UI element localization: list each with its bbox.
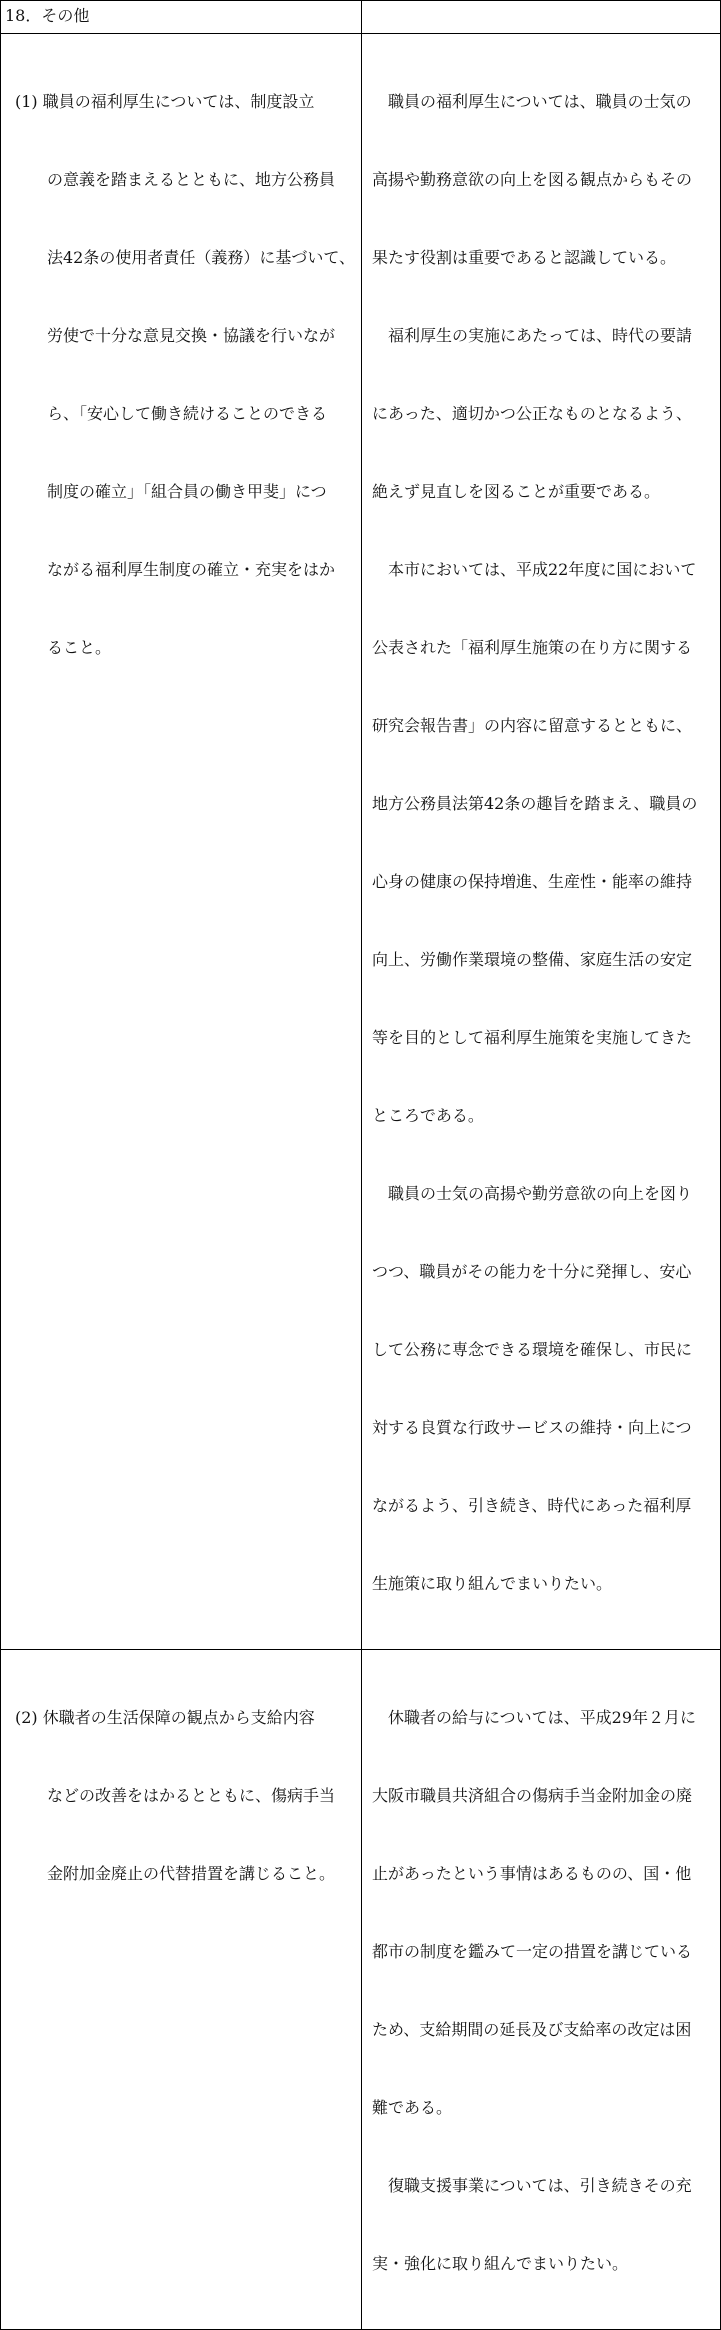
response-line: ながるよう、引き続き、時代にあった福利厚 — [372, 1496, 692, 1515]
request-line: の意義を踏まえるとともに、地方公務員 — [15, 170, 336, 189]
request-line: ら、「安心して働き続けることのできる — [15, 404, 328, 423]
request-line: ながる福利厚生制度の確立・充実をはか — [15, 560, 336, 579]
response-cell — [362, 34, 721, 1650]
response-line: 都市の制度を鑑みて一定の措置を講じている — [372, 1942, 693, 1961]
response-line: 大阪市職員共済組合の傷病手当金附加金の廃 — [372, 1786, 693, 1805]
response-line: 絶えず見直しを図ることが重要である。 — [372, 482, 661, 501]
request-line: (1) 職員の福利厚生については、制度設立 — [15, 92, 315, 111]
section-heading: 18．その他 — [5, 6, 90, 25]
request-cell — [1, 1650, 362, 2330]
request-line: 金附加金廃止の代替措置を講じること。 — [15, 1864, 336, 1883]
response-line: 研究会報告書」の内容に留意するとともに、 — [372, 716, 693, 735]
request-text — [1, 1650, 361, 1939]
section-heading-row — [1, 1, 721, 34]
response-line: 向上、労働作業環境の整備、家庭生活の安定 — [372, 950, 693, 969]
response-line: 本市においては、平成22年度に国において — [372, 560, 697, 579]
request-line: 法42条の使用者責任（義務）に基づいて、 — [15, 248, 356, 267]
request-text — [1, 34, 361, 713]
response-line: して公務に専念できる環境を確保し、市民に — [372, 1340, 693, 1359]
response-line: 福利厚生の実施にあたっては、時代の要請 — [372, 326, 693, 345]
response-line: 難である。 — [372, 2098, 453, 2117]
response-line: 職員の福利厚生については、職員の士気の — [372, 92, 692, 111]
section-heading-blank-cell — [362, 1, 721, 34]
request-line: 制度の確立」「組合員の働き甲斐」につ — [15, 482, 327, 501]
response-line: 復職支援事業については、引き続きその充 — [372, 2176, 692, 2195]
response-line: 心身の健康の保持増進、生産性・能率の維持 — [372, 872, 693, 891]
response-line: 職員の士気の高揚や勤労意欲の向上を図り — [372, 1184, 693, 1203]
response-line: 高揚や勤務意欲の向上を図る観点からもその — [372, 170, 693, 189]
response-cell — [362, 1650, 721, 2330]
request-cell — [1, 34, 362, 1650]
response-text — [362, 1650, 720, 2329]
response-line: ため、支給期間の延長及び支給率の改定は困 — [372, 2020, 692, 2039]
response-line: 公表された「福利厚生施策の在り方に関する — [372, 638, 693, 657]
table-row — [1, 34, 721, 1650]
response-line: つつ、職員がその能力を十分に発揮し、安心 — [372, 1262, 692, 1281]
response-line: 対する良質な行政サービスの維持・向上につ — [372, 1418, 692, 1437]
response-line: 休職者の給与については、平成29年２月に — [372, 1708, 697, 1727]
response-line: にあった、適切かつ公正なものとなるよう、 — [372, 404, 692, 423]
table-row — [1, 1650, 721, 2330]
response-line: 等を目的として福利厚生施策を実施してきた — [372, 1028, 693, 1047]
response-line: 止があったという事情はあるものの、国・他 — [372, 1864, 692, 1883]
response-line: ところである。 — [372, 1106, 484, 1125]
request-line: 労使で十分な意見交換・協議を行いなが — [15, 326, 336, 345]
response-line: 地方公務員法第42条の趣旨を踏まえ、職員の — [372, 794, 698, 813]
response-line: 実・強化に取り組んでまいりたい。 — [372, 2254, 629, 2273]
response-text — [362, 34, 720, 1649]
response-line: 果たす役割は重要であると認識している。 — [372, 248, 677, 267]
request-line: ること。 — [15, 638, 112, 657]
request-line: などの改善をはかるとともに、傷病手当 — [15, 1786, 336, 1805]
request-line: (2) 休職者の生活保障の観点から支給内容 — [15, 1708, 315, 1727]
response-line: 生施策に取り組んでまいりたい。 — [372, 1574, 613, 1593]
section-heading-cell — [1, 1, 362, 34]
